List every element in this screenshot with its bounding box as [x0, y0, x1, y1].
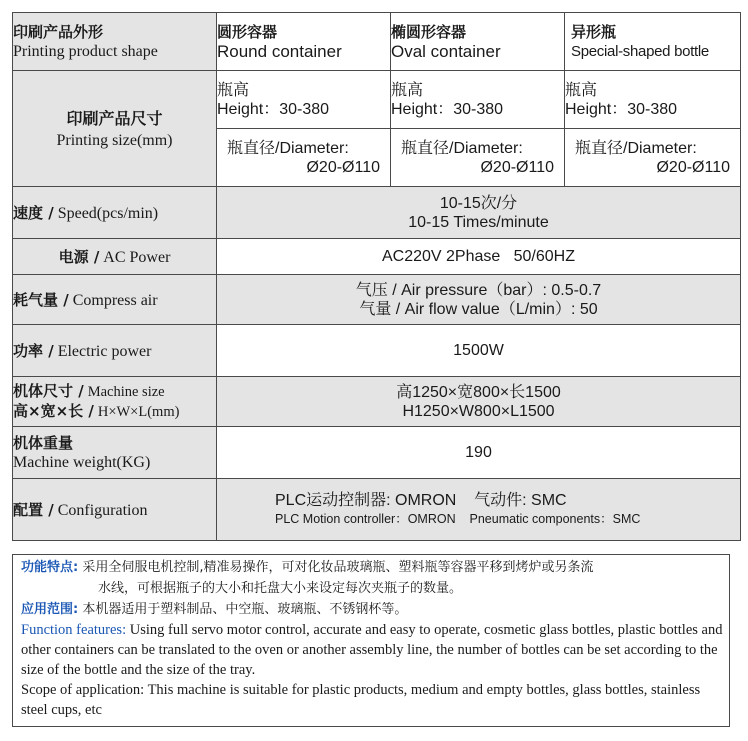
size-height-row [13, 71, 741, 129]
height-round-value: Height：30-380 [217, 100, 330, 118]
features-en-label: Function features: [21, 622, 127, 638]
shape-label-cn: 印刷产品外形 [13, 22, 104, 41]
weight-value-cell [217, 427, 741, 479]
machine-size-value-en: H1250×W800×L1500 [402, 402, 555, 420]
machine-size-label-line1 [13, 382, 216, 402]
scope-cn-text: 本机器适用于塑料制品、中空瓶、玻璃瓶、不锈钢杯等。 [82, 602, 408, 617]
machine-dims-label-cn: 高×宽×长 / [13, 401, 94, 420]
config-row [13, 479, 741, 541]
electric-value-cell [217, 325, 741, 377]
diameter-special-cell [565, 129, 741, 187]
diameter-special-value: Ø20-Ø110 [656, 158, 730, 176]
speed-label-cn: 速度 / [13, 204, 54, 222]
config-value-cn: PLC运动控制器: OMRON 气动件: SMC [275, 491, 567, 509]
height-oval-value: Height：30-380 [391, 100, 504, 118]
weight-label-cell [13, 427, 217, 479]
config-value-en: PLC Motion controller：OMRON Pneumatic components：SMC [275, 511, 641, 526]
speed-value-cn: 10-15次/分 [439, 194, 518, 212]
machine-size-row [13, 377, 741, 427]
shape-row [13, 13, 741, 71]
height-round-cn: 瓶高 [217, 81, 250, 99]
power-value-cell [217, 239, 741, 275]
machine-size-label-line2 [13, 402, 216, 422]
air-label-cell [13, 275, 217, 325]
machine-size-value-cell [217, 377, 741, 427]
electric-value: 1500W [453, 341, 504, 359]
air-label-cn: 耗气量 / [13, 291, 69, 309]
diameter-special-label: 瓶直径/Diameter: [575, 139, 697, 157]
shape-special-cell [565, 13, 741, 71]
air-flow-value: 气量 / Air flow value（L/min）: 50 [359, 300, 598, 318]
power-label-cell [13, 239, 217, 275]
shape-round-cell [217, 13, 391, 71]
air-value-cell [217, 275, 741, 325]
shape-special-cn: 异形瓶 [571, 22, 617, 41]
air-label-en: Compress air [72, 292, 158, 309]
speed-value-cell [217, 187, 741, 239]
machine-size-value-cn: 高1250×宽800×长1500 [396, 383, 561, 401]
features-cn-text1: 采用全伺服电机控制,精准易操作，可对化妆品玻璃瓶、塑料瓶等容器平移到烤炉或另条流 [82, 560, 594, 575]
air-row [13, 275, 741, 325]
features-cn-text2: 水线，可根据瓶子的大小和托盘大小来设定每次夹瓶子的数量。 [98, 581, 463, 596]
machine-size-label-en: Machine size [87, 383, 165, 400]
shape-label-cell [13, 13, 217, 71]
config-label-cn: 配置 / [13, 501, 54, 519]
shape-oval-cell [391, 13, 565, 71]
height-special-cn: 瓶高 [565, 81, 598, 99]
power-label-en: AC Power [103, 249, 171, 266]
diameter-round-label: 瓶直径/Diameter: [227, 139, 349, 157]
machine-size-label-cell [13, 377, 217, 427]
weight-label-en: Machine weight(KG) [13, 453, 151, 471]
scope-cn-line [21, 599, 729, 620]
weight-label-cn: 机体重量 [13, 433, 74, 452]
power-row [13, 239, 741, 275]
diameter-oval-label: 瓶直径/Diameter: [401, 139, 523, 157]
height-special-cell [565, 71, 741, 129]
scope-en-paragraph: Scope of application: This machine is suitable for plastic products, medium and empty bottles, glass bottles, stainless steel cups, etc [21, 682, 701, 718]
power-value: AC220V 2Phase 50/60HZ [381, 247, 575, 265]
speed-label-en: Speed(pcs/min) [57, 205, 159, 222]
features-cn-line1 [21, 557, 729, 578]
size-label-en: Printing size(mm) [56, 132, 173, 149]
speed-label-cell [13, 187, 217, 239]
electric-row [13, 325, 741, 377]
electric-label-en: Electric power [57, 343, 152, 360]
features-en-text: Using full servo motor control, accurate and easy to operate, cosmetic glass bottles, plastic bottles and other containers can be translated to the oven or another assembly line, the number of bottles can be set according to the size of the bottle and the size of the tray. [21, 622, 723, 678]
config-label-cell [13, 479, 217, 541]
shape-special-en: Special-shaped bottle [571, 42, 709, 60]
features-en-paragraph [21, 620, 729, 680]
diameter-oval-cell [391, 129, 565, 187]
spec-table [12, 12, 741, 541]
shape-oval-en: Oval container [391, 41, 501, 61]
config-label-en: Configuration [57, 502, 148, 519]
height-round-cell [217, 71, 391, 129]
shape-round-en: Round container [217, 41, 342, 61]
speed-value-en: 10-15 Times/minute [408, 213, 549, 231]
description-box [12, 554, 730, 727]
electric-label-cn: 功率 / [13, 342, 54, 360]
power-label-cn: 电源 / [58, 248, 100, 266]
electric-label-cell [13, 325, 217, 377]
height-oval-cn: 瓶高 [391, 81, 424, 99]
shape-oval-cn: 椭圆形容器 [391, 22, 467, 41]
air-pressure-value: 气压 / Air pressure（bar）: 0.5-0.7 [355, 281, 602, 299]
diameter-oval-value: Ø20-Ø110 [480, 158, 554, 176]
diameter-round-cell [217, 129, 391, 187]
height-oval-cell [391, 71, 565, 129]
config-value-cell [217, 479, 741, 541]
machine-dims-label-en: H×W×L(mm) [97, 403, 180, 420]
speed-row [13, 187, 741, 239]
weight-value: 190 [465, 443, 492, 461]
scope-label-cn: 应用范围: [21, 602, 79, 617]
features-label-cn: 功能特点: [21, 560, 79, 575]
machine-size-label-cn: 机体尺寸 / [13, 381, 84, 400]
diameter-round-value: Ø20-Ø110 [306, 158, 380, 176]
weight-row [13, 427, 741, 479]
size-label-cn: 印刷产品尺寸 [66, 109, 163, 128]
size-label-cell [13, 71, 217, 187]
shape-label-en: Printing product shape [13, 42, 158, 60]
shape-round-cn: 圆形容器 [217, 22, 278, 41]
height-special-value: Height：30-380 [565, 100, 678, 118]
